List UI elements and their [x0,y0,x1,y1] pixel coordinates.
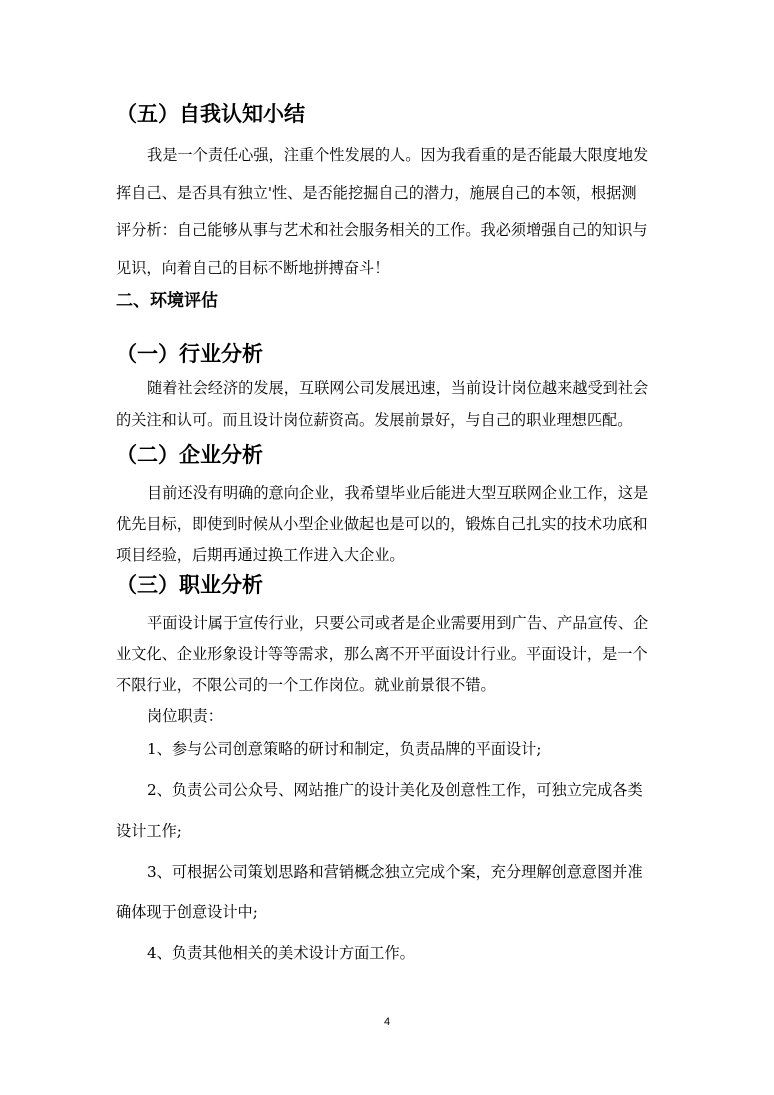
text-line: 见识，向着自己的目标不断地拼搏奋斗！ [116,258,390,277]
paragraph-self-summary [116,137,658,287]
duty-item-3-continued: 确体现于创意设计中; [116,903,258,921]
duty-item-1: 1、参与公司创意策略的研讨和制定，负责品牌的平面设计; [147,740,542,758]
heading-industry: （一）行业分析 [116,342,263,366]
paragraph-career [116,608,658,701]
heading-enterprise: （二）企业分析 [116,443,263,467]
page-number: 4 [383,1016,391,1028]
heading-environment: 二、环境评估 [116,291,218,311]
duty-item-2: 2、负责公司公众号、网站推广的设计美化及创意性工作，可独立完成各类 [147,781,643,799]
text-line: 随着社会经济的发展，互联网公司发展迅速，当前设计岗位越来越受到社会 [147,379,649,397]
paragraph-enterprise [116,478,658,571]
text-line: 我是一个责任心强，注重个性发展的人。因为我看重的是否能最大限度地发 [147,146,649,164]
duty-item-4: 4、负责其他相关的美术设计方面工作。 [147,944,415,962]
text-line: 挥自己、是否具有独立'性、是否能挖掘自己的潜力，施展自己的本领，根据测 [116,183,637,202]
text-line: 业文化、企业形象设计等等需求，那么离不开平面设计行业。平面设计，是一个 [116,645,648,663]
text-line: 的关注和认可。而且设计岗位薪资高。发展前景好，与自己的职业理想匹配。 [116,411,633,429]
text-line: 项目经验，后期再通过换工作进入大企业。 [116,546,405,564]
duty-item-3: 3、可根据公司策划思路和营销概念独立完成个案，充分理解创意意图并准 [147,863,643,881]
heading-self-summary: （五）自我认知小结 [116,102,305,126]
duties-label: 岗位职责： [147,707,223,725]
heading-career: （三）职业分析 [116,573,263,597]
duty-item-2-continued: 设计工作; [116,822,182,840]
text-line: 优先目标，即使到时候从小型企业做起也是可以的，锻炼自己扎实的技术功底和 [116,515,648,533]
text-line: 平面设计属于宣传行业，只要公司或者是企业需要用到广告、产品宣传、企 [147,614,649,632]
text-line: 评分析：自己能够从事与艺术和社会服务相关的工作。我必须增强自己的知识与 [116,221,648,239]
paragraph-industry [116,372,658,436]
text-line: 目前还没有明确的意向企业，我希望毕业后能进大型互联网企业工作，这是 [147,484,649,502]
text-line: 不限行业，不限公司的一个工作岗位。就业前景很不错。 [116,676,496,694]
